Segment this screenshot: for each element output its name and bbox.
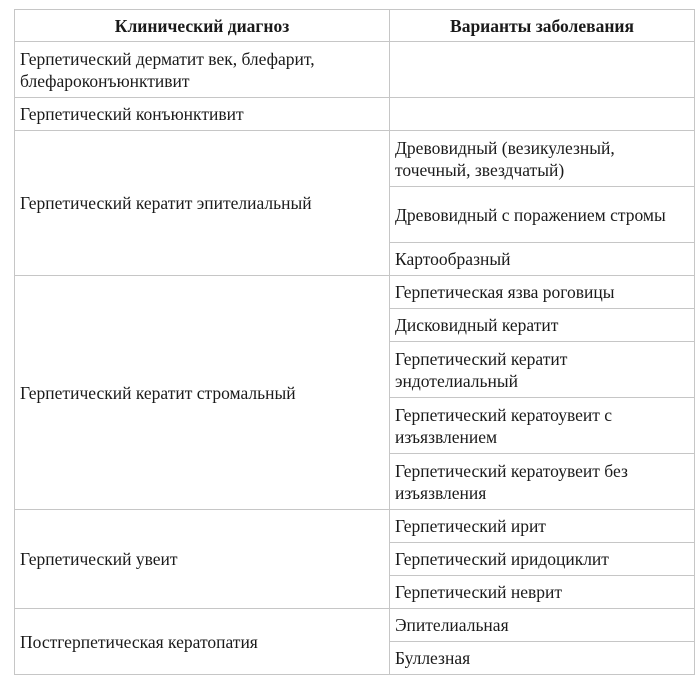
- diagnosis-cell: Герпетический увеит: [15, 510, 390, 609]
- header-clinical-diagnosis: Клинический диагноз: [15, 10, 390, 42]
- table-row: [15, 42, 695, 98]
- variant-cell: Герпетический иридоциклит: [390, 543, 695, 576]
- table-row: [15, 98, 695, 131]
- header-disease-variants: Варианты заболевания: [390, 10, 695, 42]
- header-row: [15, 10, 695, 42]
- variant-cell: Герпетический неврит: [390, 576, 695, 609]
- variant-cell: Древовидный с поражением стромы: [390, 187, 695, 243]
- variant-cell: Буллезная: [390, 642, 695, 675]
- table-row: [15, 131, 695, 187]
- variant-cell: Герпетический ирит: [390, 510, 695, 543]
- variant-cell: Дисковидный кератит: [390, 309, 695, 342]
- diagnosis-cell: Герпетический конъюнктивит: [15, 98, 390, 131]
- table-row: [15, 609, 695, 642]
- diagnosis-cell: Постгерпетическая кератопатия: [15, 609, 390, 675]
- variant-cell: Герпетическая язва роговицы: [390, 276, 695, 309]
- variant-cell: Эпителиальная: [390, 609, 695, 642]
- diagnosis-cell: Герпетический дерматит век, блефарит, блефароконъюнктивит: [15, 42, 390, 98]
- diagnosis-table: [14, 9, 695, 675]
- diagnosis-cell: Герпетический кератит стромальный: [15, 276, 390, 510]
- diagnosis-cell: Герпетический кератит эпителиальный: [15, 131, 390, 276]
- variant-cell: Древовидный (везикулезный, точечный, звездчатый): [390, 131, 695, 187]
- variant-cell: Герпетический кератоувеит с изъязвлением: [390, 398, 695, 454]
- variant-cell: [390, 98, 695, 131]
- table-row: [15, 510, 695, 543]
- variant-cell: [390, 42, 695, 98]
- variant-cell: Картообразный: [390, 243, 695, 276]
- variant-cell: Герпетический кератоувеит без изъязвления: [390, 454, 695, 510]
- table-row: [15, 276, 695, 309]
- variant-cell: Герпетический кератит эндотелиальный: [390, 342, 695, 398]
